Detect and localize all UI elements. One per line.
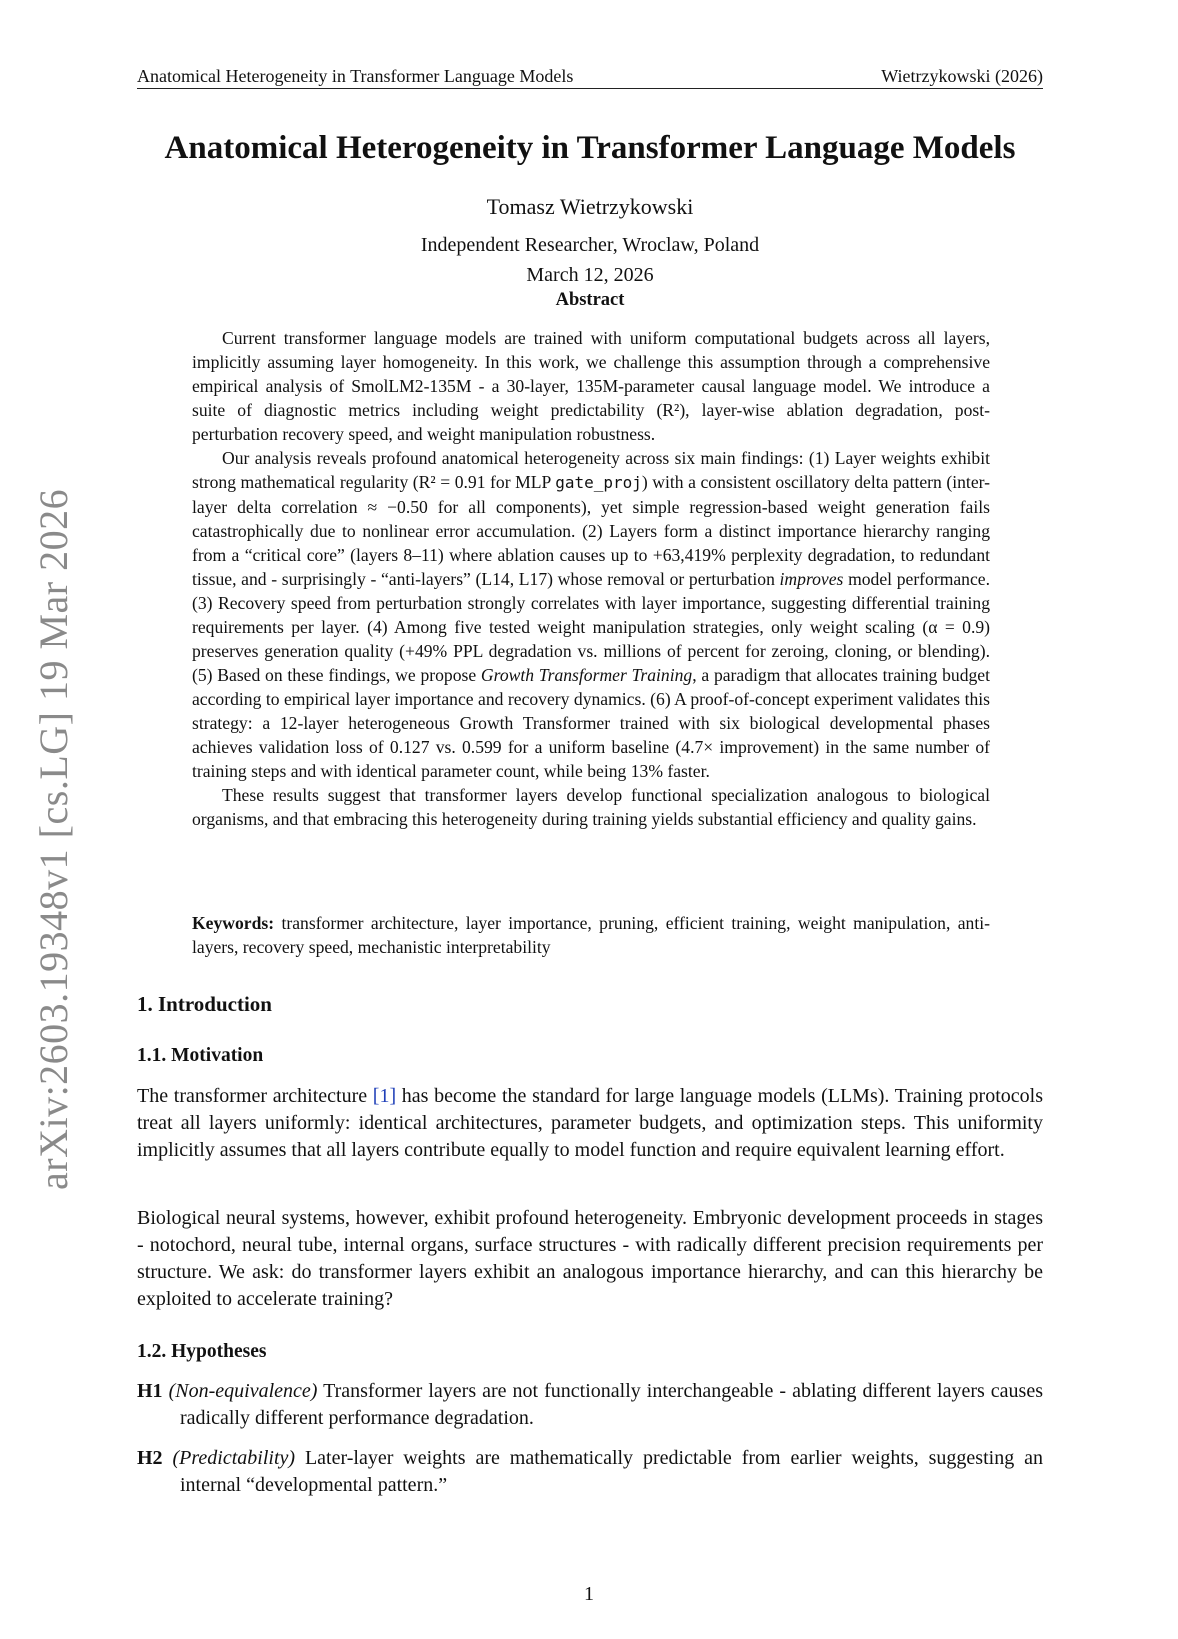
abstract-paragraph-2: Our analysis reveals profound anatomical heterogeneity across six main findings: (1) Layer weights exhibit strong mathematical regularity (R² = 0.91 for MLP gate_proj) with a consistent oscillatory delta pattern (inter-layer delta correlation ≈ −0.50 for all components), yet simple regression-based weight generation fails catastrophically due to nonlinear error accumulation. (2) Layers form a distinct importance hierarchy ranging from a “critical core” (layers 8–11) where ablation causes up to +63,419% perplexity degradation, to redundant tissue, and - surprisingly - “anti-layers” (L14, L17) whose removal or perturbation improves model performance. (3) Recovery speed from perturbation strongly correlates with layer importance, suggesting differential training requirements per layer. (4) Among five tested weight manipulation strategies, only weight scaling (α = 0.9) preserves generation quality (+49% PPL degradation vs. millions of percent for zeroing, cloning, or blending). (5) Based on these findings, we propose Growth Transformer Training, a paradigm that allocates training budget according to empirical layer importance and recovery dynamics. (6) A proof-of-concept experiment validates this strategy: a 12-layer heterogeneous Growth Transformer trained with six biological developmental phases achieves validation loss of 0.127 vs. 0.599 for a uniform baseline (4.7× improvement) in the same number of training steps and with identical parameter count, while being 13% faster. bbox=[192, 448, 990, 781]
motivation-paragraph-1: The transformer architecture [1] has become the standard for large language models (LLMs). Training protocols treat all layers uniformly: identical architectures, parameter budgets, and optimization steps. This uniformity implicitly assumes that all layers contribute equally to model function and require equivalent learning effort. bbox=[137, 1085, 1043, 1161]
running-header-author: Wietrzykowski (2026) bbox=[881, 66, 1043, 86]
hypothesis-h1: H1 (Non-equivalence) Transformer layers are not functionally interchangeable - ablating different layers causes radically different performance degradation. bbox=[137, 1380, 1044, 1429]
emphasis-improves: improves bbox=[779, 569, 844, 589]
keywords-label: Keywords: bbox=[192, 913, 275, 933]
keywords bbox=[192, 911, 990, 959]
paper-title: Anatomical Heterogeneity in Transformer Language Models bbox=[164, 130, 1016, 166]
running-header-title: Anatomical Heterogeneity in Transformer Language Models bbox=[137, 66, 574, 86]
abstract-body bbox=[192, 326, 990, 831]
running-header bbox=[137, 64, 1043, 89]
abstract-heading: Abstract bbox=[555, 290, 625, 310]
motivation-paragraph-2: Biological neural systems, however, exhibit profound heterogeneity. Embryonic development proceeds in stages - notochord, neural tube, internal organs, surface structures - with radically different precision requirements per structure. We ask: do transformer layers exhibit an analogous importance hierarchy, and can this hierarchy be exploited to accelerate training? bbox=[137, 1207, 1043, 1310]
abstract-paragraph-1: Current transformer language models are trained with uniform computational budgets across all layers, implicitly assuming layer homogeneity. In this work, we challenge this assumption through a comprehensive empirical analysis of SmolLM2-135M - a 30-layer, 135M-parameter causal language model. We introduce a suite of diagnostic metrics including weight predictability (R²), layer-wise ablation degradation, post-perturbation recovery speed, and weight manipulation robustness. bbox=[192, 328, 990, 444]
arxiv-stamp[interactable]: arXiv:2603.19348v1 [cs.LG] 19 Mar 2026 bbox=[31, 488, 76, 1190]
hypothesis-h2: H2 (Predictability) Later-layer weights are mathematically predictable from earlier weights, suggesting an internal “developmental pattern.” bbox=[137, 1447, 1043, 1496]
emphasis-growth-transformer: Growth Transformer Training bbox=[480, 665, 693, 685]
section-heading-introduction: 1. Introduction bbox=[137, 992, 272, 1016]
citation-link[interactable]: [1] bbox=[372, 1085, 397, 1107]
subsection-heading-hypotheses: 1.2. Hypotheses bbox=[137, 1341, 267, 1362]
abstract-paragraph-3: These results suggest that transformer layers develop functional specialization analogous to biological organisms, and that embracing this heterogeneity during training yields substantial efficiency and quality gains. bbox=[192, 785, 990, 829]
paper-date: March 12, 2026 bbox=[526, 264, 654, 286]
author-name: Tomasz Wietrzykowski bbox=[486, 194, 694, 219]
author-affiliation: Independent Researcher, Wroclaw, Poland bbox=[420, 234, 760, 256]
page-number: 1 bbox=[584, 1583, 594, 1605]
subsection-heading-motivation: 1.1. Motivation bbox=[137, 1045, 264, 1066]
code-gate-proj: gate_proj bbox=[555, 473, 642, 492]
keywords-list: transformer architecture, layer importance, pruning, efficient training, weight manipulation, anti-layers, recovery speed, mechanistic interpretability bbox=[192, 913, 990, 957]
